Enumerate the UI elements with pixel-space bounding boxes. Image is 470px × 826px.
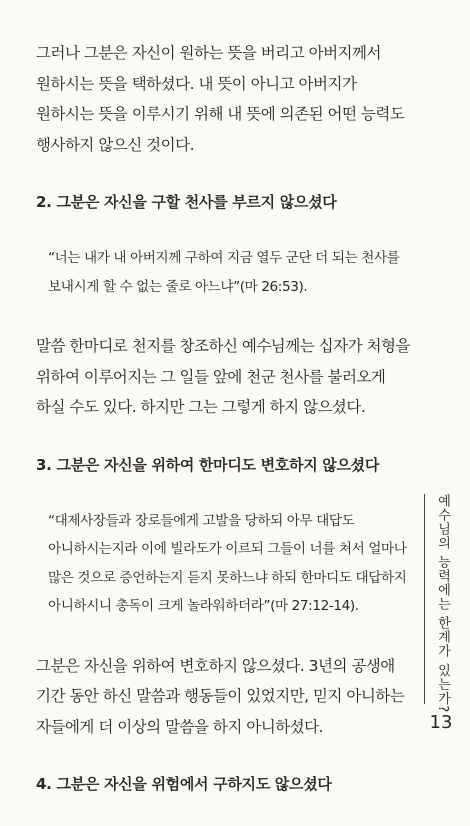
section-heading-3: 3. 그분은 자신을 위하여 한마디도 변호하지 않으셨다 (36, 455, 380, 474)
scripture-quote-2: “너는 내가 내 아버지께 구하여 지금 열두 군단 더 되는 천사를 보내시게 할 수 없는 줄로 아느냐”(마 26:53). (48, 250, 400, 295)
running-title: 예수님의 능력에는 한계가 있는가? (435, 494, 450, 714)
paragraph-2: 말씀 한마디로 천지를 창조하신 예수님께는 십자가 처형을 위하여 이루어지는 그 일들 앞에 천군 천사를 불러오게 하실 수도 있다. 하지만 그는 그렇게 하지 않으셨다. (36, 337, 410, 416)
page-number: 13 (429, 712, 453, 733)
scripture-quote-3: “대제사장들과 장로들에게 고발을 당하되 아무 대답도 아니하시는지라 이에 빌라도가 이르되 그들이 너를 쳐서 얼마나 많은 것으로 증언하는지 듣지 못하느냐 하되 한마디도 대답하지 아니하시니 총독이 크게 놀라워하더라”(마 27:12-14). (48, 512, 407, 614)
page-body (36, 38, 414, 826)
paragraph-1: 그러나 그분은 자신이 원하는 뜻을 버리고 아버지께서 원하시는 뜻을 택하셨다. 내 뜻이 아니고 아버지가 원하시는 뜻을 이루시기 위해 내 뜻에 의존된 어떤 능력도 행사하지 않으신 것이다. (36, 44, 405, 154)
paragraph-3: 그분은 자신을 위하여 변호하지 않으셨다. 3년의 공생애 기간 동안 하신 말씀과 행동들이 있었지만, 믿지 아니하는 자들에게 더 이상의 말씀을 하지 아니하셨다. (36, 656, 405, 736)
section-heading-4: 4. 그분은 자신을 위험에서 구하지도 않으셨다 (36, 775, 332, 793)
section-heading-2: 2. 그분은 자신을 구할 천사를 부르지 않으셨다 (36, 193, 337, 211)
